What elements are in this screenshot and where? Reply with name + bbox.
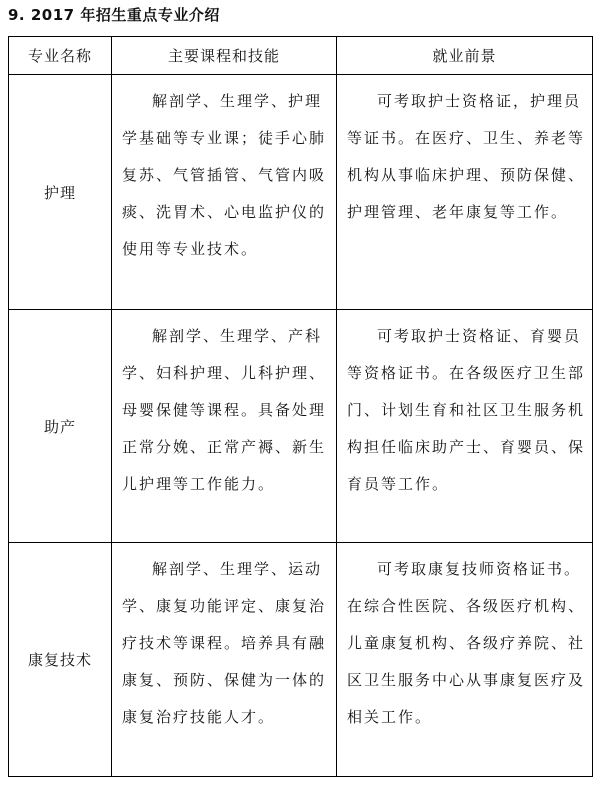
courses-text: 解剖学、生理学、产科学、妇科护理、儿科护理、母婴保健等课程。具备处理正常分娩、正常产褥、新生儿护理等工作能力。 — [122, 327, 327, 493]
prospects-cell — [337, 543, 593, 777]
prospects-text: 可考取护士资格证、育婴员等资格证书。在各级医疗卫生部门、计划生育和社区卫生服务机构担任临床助产士、育婴员、保育员等工作。 — [347, 327, 586, 493]
header-courses-skills: 主要课程和技能 — [112, 37, 337, 75]
prospects-text: 可考取护士资格证，护理员等证书。在医疗、卫生、养老等机构从事临床护理、预防保健、护理管理、老年康复等工作。 — [347, 92, 586, 221]
majors-table — [8, 36, 593, 777]
page-title: 9. 2017 年招生重点专业介绍 — [8, 6, 220, 24]
major-name-cell: 助产 — [9, 310, 112, 543]
header-major-name: 专业名称 — [9, 37, 112, 75]
courses-cell — [112, 75, 337, 310]
header-career-prospects: 就业前景 — [337, 37, 593, 75]
courses-cell — [112, 310, 337, 543]
table-row — [9, 310, 593, 543]
table-row — [9, 75, 593, 310]
courses-cell — [112, 543, 337, 777]
prospects-cell — [337, 75, 593, 310]
table-row — [9, 543, 593, 777]
prospects-cell — [337, 310, 593, 543]
table-header-row — [9, 37, 593, 75]
courses-text: 解剖学、生理学、运动学、康复功能评定、康复治疗技术等课程。培养具有融康复、预防、保健为一体的康复治疗技能人才。 — [122, 560, 327, 726]
major-name-cell: 护理 — [9, 75, 112, 310]
prospects-text: 可考取康复技师资格证书。在综合性医院、各级医疗机构、儿童康复机构、各级疗养院、社区卫生服务中心从事康复医疗及相关工作。 — [347, 560, 586, 726]
courses-text: 解剖学、生理学、护理学基础等专业课；徒手心肺复苏、气管插管、气管内吸痰、洗胃术、心电监护仪的使用等专业技术。 — [122, 92, 327, 258]
major-name-cell: 康复技术 — [9, 543, 112, 777]
